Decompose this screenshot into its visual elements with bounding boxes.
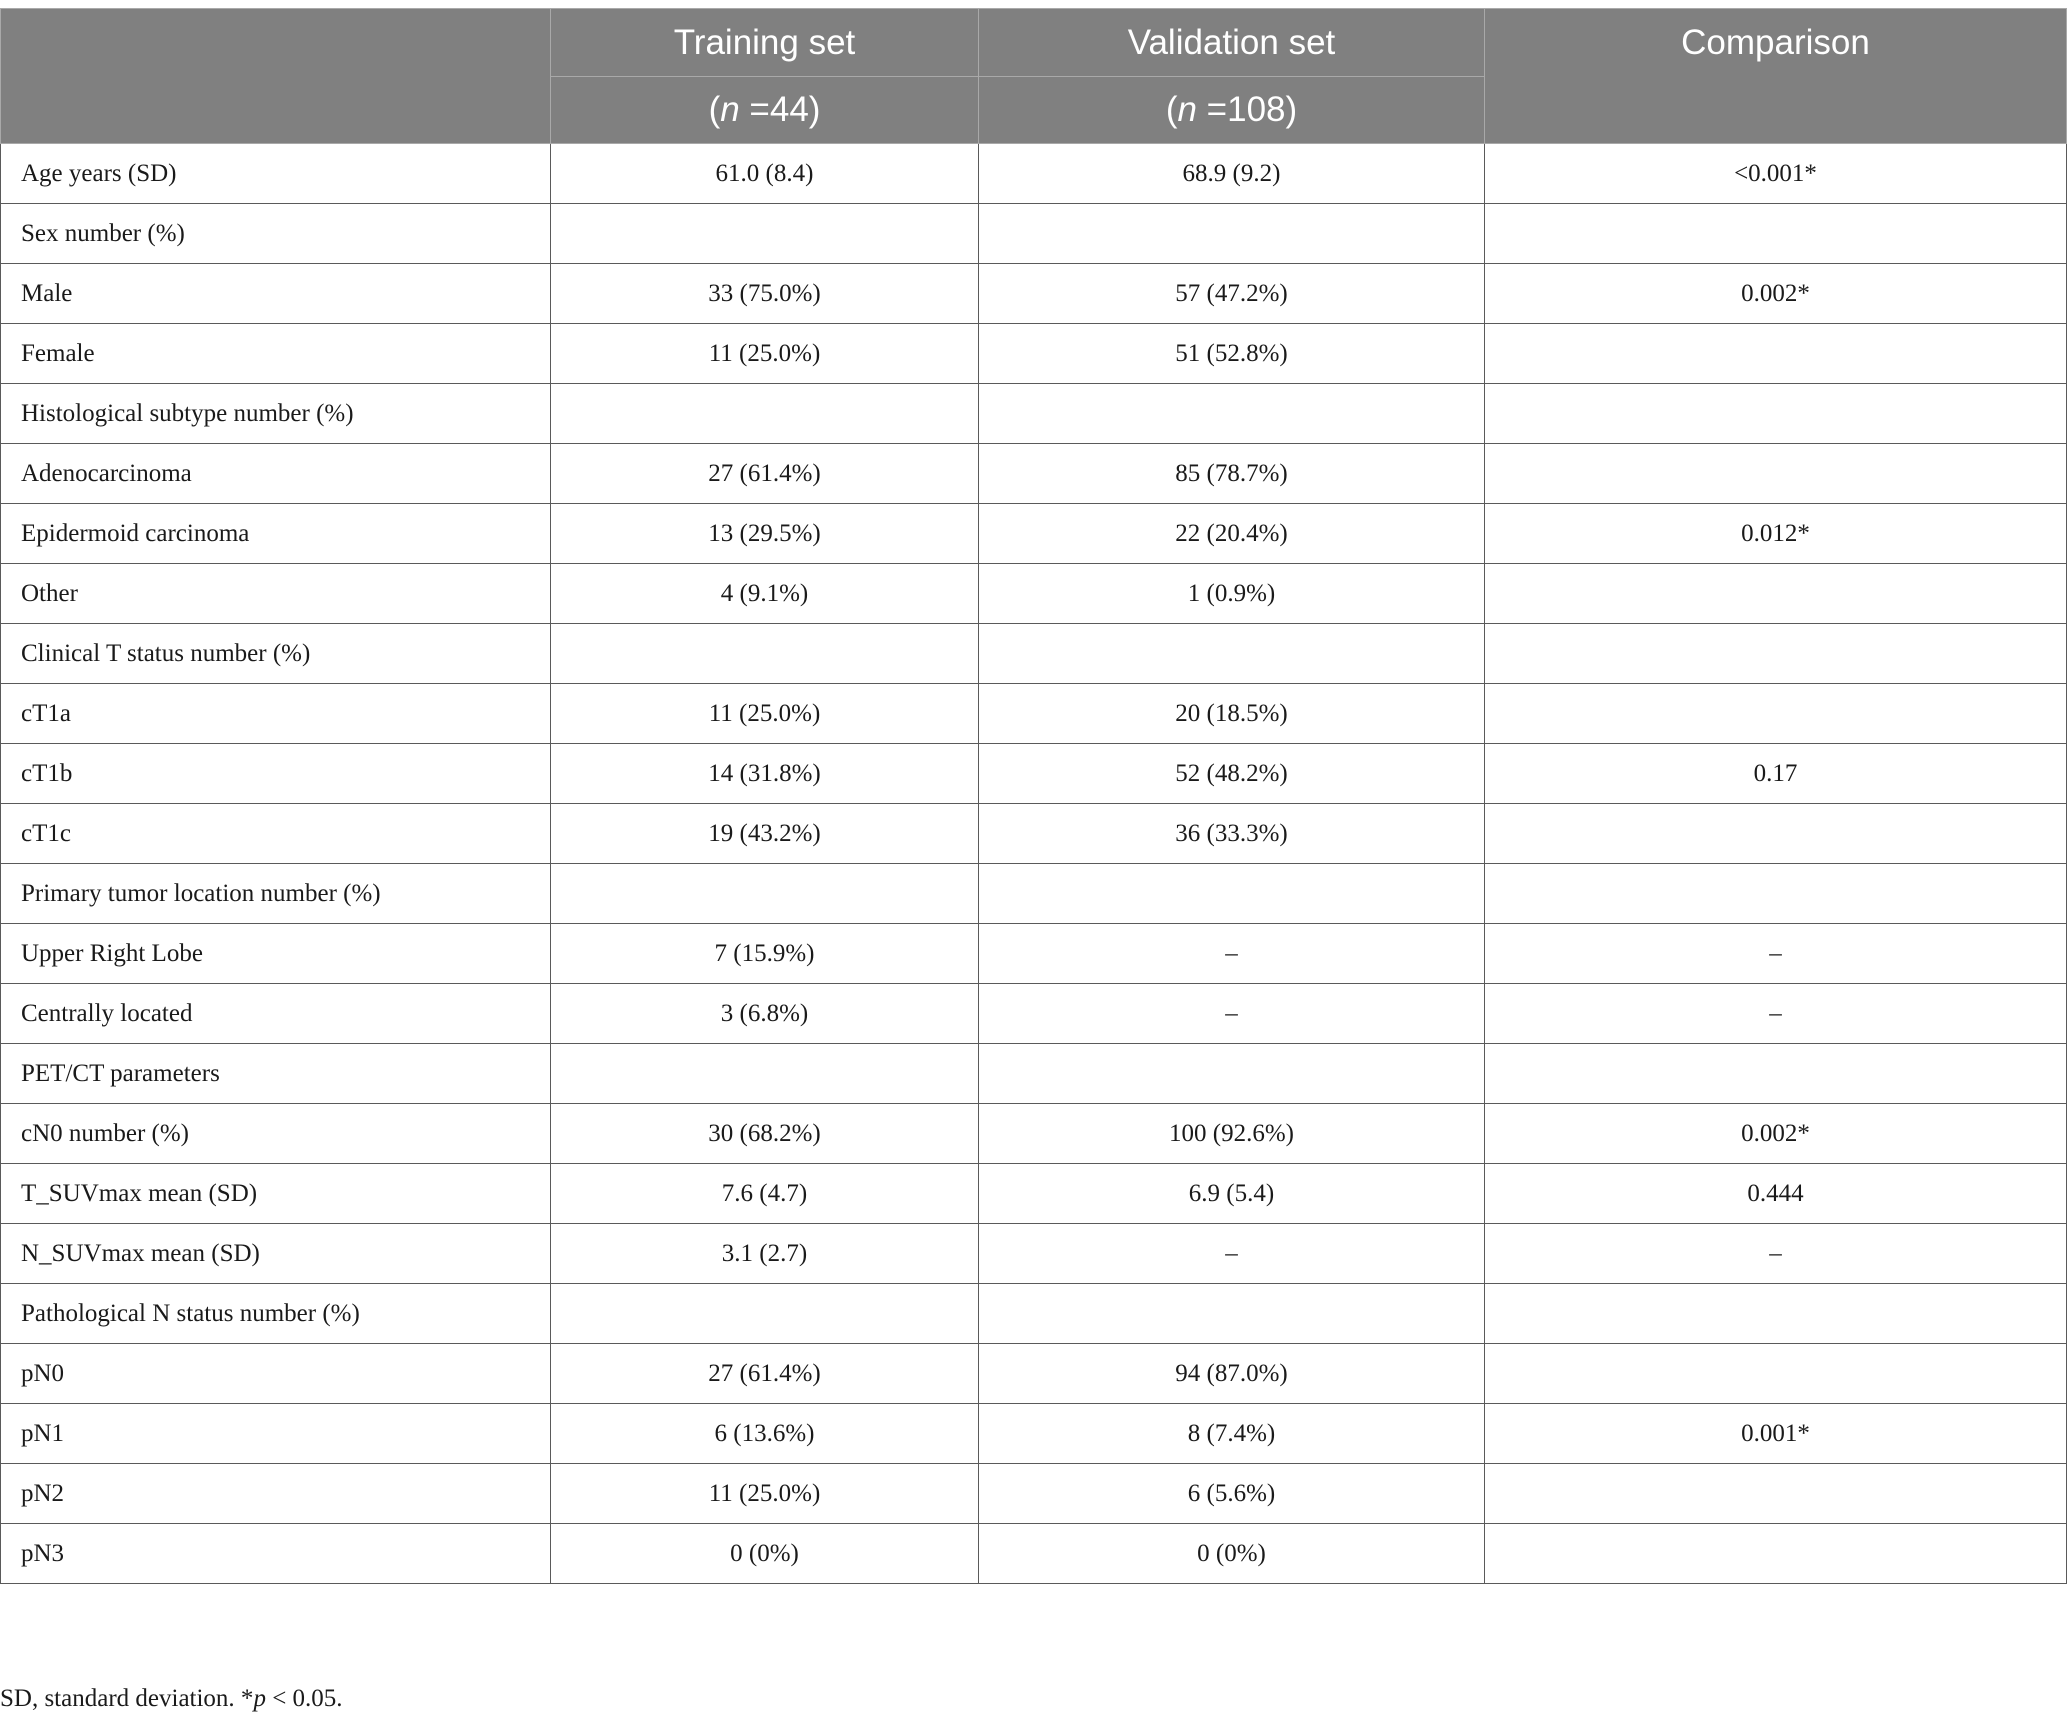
validation-set-value: 8 (7.4%) <box>979 1404 1485 1464</box>
row-label: cT1a <box>1 684 551 744</box>
row-label: Clinical T status number (%) <box>1 624 551 684</box>
table-row <box>1 924 2067 984</box>
validation-set-value: 22 (20.4%) <box>979 504 1485 564</box>
comparison-value <box>1485 384 2067 444</box>
training-set-value: 27 (61.4%) <box>551 1344 979 1404</box>
table-row <box>1 744 2067 804</box>
row-label: Pathological N status number (%) <box>1 1284 551 1344</box>
table-row <box>1 804 2067 864</box>
validation-set-value: 100 (92.6%) <box>979 1104 1485 1164</box>
validation-set-value <box>979 384 1485 444</box>
training-set-value: 11 (25.0%) <box>551 1464 979 1524</box>
validation-set-value: 1 (0.9%) <box>979 564 1485 624</box>
table-row <box>1 1104 2067 1164</box>
comparison-value <box>1485 864 2067 924</box>
header-empty-cell <box>1 9 551 144</box>
comparison-value: 0.444 <box>1485 1164 2067 1224</box>
row-label: PET/CT parameters <box>1 1044 551 1104</box>
training-set-value: 3 (6.8%) <box>551 984 979 1044</box>
row-label: pN3 <box>1 1524 551 1584</box>
validation-set-value: – <box>979 984 1485 1044</box>
header-training-title: Training set <box>551 9 979 77</box>
table-footnote: SD, standard deviation. *p < 0.05. <box>0 1685 343 1712</box>
table-row <box>1 324 2067 384</box>
table-row <box>1 864 2067 924</box>
training-set-value: 14 (31.8%) <box>551 744 979 804</box>
characteristics-table <box>0 8 2067 1584</box>
training-set-value: 11 (25.0%) <box>551 324 979 384</box>
header-training-n: (n =44) <box>551 77 979 144</box>
comparison-value: – <box>1485 984 2067 1044</box>
row-label: Histological subtype number (%) <box>1 384 551 444</box>
validation-set-value <box>979 624 1485 684</box>
validation-set-value: – <box>979 924 1485 984</box>
row-label: Adenocarcinoma <box>1 444 551 504</box>
comparison-value <box>1485 624 2067 684</box>
validation-set-value: – <box>979 1224 1485 1284</box>
training-set-value <box>551 864 979 924</box>
training-set-value: 4 (9.1%) <box>551 564 979 624</box>
row-label: pN0 <box>1 1344 551 1404</box>
table-row <box>1 1464 2067 1524</box>
training-set-value <box>551 204 979 264</box>
validation-set-value <box>979 1044 1485 1104</box>
comparison-value <box>1485 1524 2067 1584</box>
row-label: Male <box>1 264 551 324</box>
training-set-value: 30 (68.2%) <box>551 1104 979 1164</box>
comparison-value <box>1485 1044 2067 1104</box>
training-set-value: 11 (25.0%) <box>551 684 979 744</box>
comparison-value: – <box>1485 924 2067 984</box>
table-row <box>1 1224 2067 1284</box>
comparison-value: 0.002* <box>1485 1104 2067 1164</box>
table-body <box>1 144 2067 1584</box>
training-set-value <box>551 1284 979 1344</box>
header-validation-title: Validation set <box>979 9 1485 77</box>
comparison-value <box>1485 324 2067 384</box>
comparison-value: 0.002* <box>1485 264 2067 324</box>
table-row <box>1 384 2067 444</box>
table-row <box>1 144 2067 204</box>
table-row <box>1 444 2067 504</box>
table-row <box>1 984 2067 1044</box>
row-label: Upper Right Lobe <box>1 924 551 984</box>
table-row <box>1 1044 2067 1104</box>
validation-set-value: 68.9 (9.2) <box>979 144 1485 204</box>
comparison-value <box>1485 564 2067 624</box>
comparison-value: <0.001* <box>1485 144 2067 204</box>
comparison-value <box>1485 804 2067 864</box>
training-set-value: 3.1 (2.7) <box>551 1224 979 1284</box>
row-label: Age years (SD) <box>1 144 551 204</box>
training-set-value: 13 (29.5%) <box>551 504 979 564</box>
training-set-value: 7.6 (4.7) <box>551 1164 979 1224</box>
row-label: T_SUVmax mean (SD) <box>1 1164 551 1224</box>
training-set-value: 7 (15.9%) <box>551 924 979 984</box>
training-set-value: 6 (13.6%) <box>551 1404 979 1464</box>
validation-set-value <box>979 864 1485 924</box>
validation-set-value: 0 (0%) <box>979 1524 1485 1584</box>
training-set-value: 27 (61.4%) <box>551 444 979 504</box>
validation-set-value <box>979 204 1485 264</box>
comparison-value: – <box>1485 1224 2067 1284</box>
comparison-value: 0.012* <box>1485 504 2067 564</box>
training-set-value <box>551 624 979 684</box>
table-row <box>1 1404 2067 1464</box>
table-row <box>1 1164 2067 1224</box>
training-set-value: 33 (75.0%) <box>551 264 979 324</box>
row-label: cT1c <box>1 804 551 864</box>
row-label: N_SUVmax mean (SD) <box>1 1224 551 1284</box>
comparison-value: 0.001* <box>1485 1404 2067 1464</box>
table-header <box>1 9 2067 144</box>
table-row <box>1 504 2067 564</box>
table-row <box>1 1284 2067 1344</box>
table-row <box>1 1524 2067 1584</box>
header-comparison-title: Comparison <box>1485 9 2067 144</box>
validation-set-value: 36 (33.3%) <box>979 804 1485 864</box>
table-row <box>1 624 2067 684</box>
row-label: Female <box>1 324 551 384</box>
comparison-value <box>1485 1344 2067 1404</box>
validation-set-value: 52 (48.2%) <box>979 744 1485 804</box>
training-set-value <box>551 384 979 444</box>
validation-set-value: 94 (87.0%) <box>979 1344 1485 1404</box>
training-set-value: 61.0 (8.4) <box>551 144 979 204</box>
table-row <box>1 564 2067 624</box>
table-row <box>1 204 2067 264</box>
validation-set-value: 85 (78.7%) <box>979 444 1485 504</box>
training-set-value <box>551 1044 979 1104</box>
table-row <box>1 684 2067 744</box>
comparison-value <box>1485 1284 2067 1344</box>
validation-set-value: 6 (5.6%) <box>979 1464 1485 1524</box>
table-row <box>1 1344 2067 1404</box>
table-row <box>1 264 2067 324</box>
row-label: Centrally located <box>1 984 551 1044</box>
row-label: cN0 number (%) <box>1 1104 551 1164</box>
training-set-value: 19 (43.2%) <box>551 804 979 864</box>
comparison-value: 0.17 <box>1485 744 2067 804</box>
comparison-value <box>1485 1464 2067 1524</box>
row-label: cT1b <box>1 744 551 804</box>
row-label: pN2 <box>1 1464 551 1524</box>
comparison-value <box>1485 444 2067 504</box>
validation-set-value: 6.9 (5.4) <box>979 1164 1485 1224</box>
validation-set-value: 51 (52.8%) <box>979 324 1485 384</box>
characteristics-table-container <box>0 8 2066 1584</box>
row-label: Primary tumor location number (%) <box>1 864 551 924</box>
training-set-value: 0 (0%) <box>551 1524 979 1584</box>
comparison-value <box>1485 204 2067 264</box>
row-label: Sex number (%) <box>1 204 551 264</box>
row-label: pN1 <box>1 1404 551 1464</box>
comparison-value <box>1485 684 2067 744</box>
validation-set-value: 20 (18.5%) <box>979 684 1485 744</box>
validation-set-value <box>979 1284 1485 1344</box>
row-label: Other <box>1 564 551 624</box>
row-label: Epidermoid carcinoma <box>1 504 551 564</box>
validation-set-value: 57 (47.2%) <box>979 264 1485 324</box>
header-validation-n: (n =108) <box>979 77 1485 144</box>
